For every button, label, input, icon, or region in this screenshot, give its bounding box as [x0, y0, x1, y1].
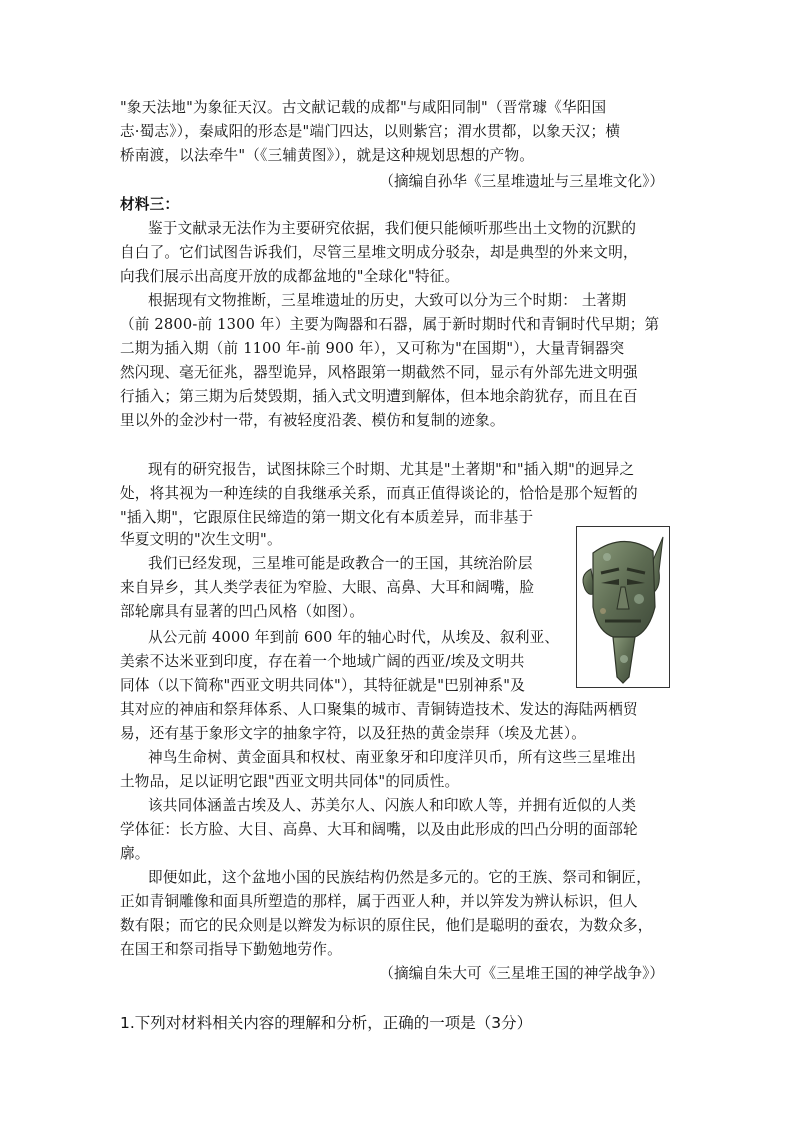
- para-8-line-1: 即便如此，这个盆地小国的民族结构仍然是多元的。它的王族、祭司和铜匠，: [148, 869, 651, 886]
- bronze-mask-icon: [577, 527, 669, 687]
- para-5-line-1: 从公元前 4000 年到前 600 年的轴心时代，从埃及、叙利亚、: [148, 629, 560, 646]
- intro-line-3: 桥南渡，以法牵牛"（《三辅黄图》），就是这种规划思想的产物。: [120, 147, 535, 164]
- para-3-line-1: 现有的研究报告，试图抹除三个时期、尤其是"土著期"和"插入期"的迥异之: [148, 461, 635, 478]
- source-citation-1: （摘编自孙华《三星堆遗址与三星堆文化》）: [379, 173, 664, 190]
- para-5-line-3: 同体（以下简称"西亚文明共同体"），其特征就是"巴别神系"及: [120, 677, 525, 694]
- para-2-line-1: 根据现有文物推断，三星堆遗址的历史，大致可以分为三个时期： 土著期: [148, 292, 627, 309]
- bronze-mask-figure: [576, 526, 670, 688]
- para-3-line-2: 处，将其视为一种连续的自我继承关系，而真正值得谈论的，恰恰是那个短暂的: [120, 485, 638, 502]
- para-5-line-4: 其对应的神庙和祭拜体系、人口聚集的城市、青铜铸造技术、发达的海陆两栖贸: [120, 701, 638, 718]
- para-2-line-2: （前 2800-前 1300 年）主要为陶器和石器，属于新时期时代和青铜时代早期；第: [120, 316, 660, 333]
- para-4-line-2: 来自异乡，其人类学表征为窄脸、大眼、高鼻、大耳和阔嘴，脸: [120, 579, 535, 596]
- para-8-line-3: 数有限；而它的民众则是以辫发为标识的原住民，他们是聪明的蚕农，为数众多，: [120, 917, 653, 934]
- para-8-line-2: 正如青铜雕像和面具所塑造的那样，属于西亚人种，并以笄发为辨认标识，但人: [120, 893, 638, 910]
- para-6-line-2: 土物品，足以证明它跟"西亚文明共同体"的同质性。: [120, 773, 460, 790]
- para-2-line-5: 行插入；第三期为后焚毁期，插入式文明遭到解体，但本地余韵犹存，而且在百: [120, 388, 638, 405]
- para-5-line-2: 美索不达米亚到印度，存在着一个地域广阔的西亚/埃及文明共: [120, 653, 525, 670]
- para-5-line-5: 易，还有基于象形文字的抽象字符，以及狂热的黄金崇拜（埃及尤甚）。: [120, 725, 587, 742]
- para-4-line-3: 部轮廓具有显著的凹凸风格（如图）。: [120, 603, 365, 620]
- para-6-line-1: 神鸟生命树、黄金面具和权杖、南亚象牙和印度洋贝币，所有这些三星堆出: [148, 749, 637, 766]
- para-2-line-6: 里以外的金沙村一带，有被轻度沿袭、模仿和复制的迹象。: [120, 412, 505, 429]
- para-2-line-3: 二期为插入期（前 1100 年-前 900 年），又可称为"在国期"），大量青铜器突: [120, 340, 625, 357]
- para-8-line-4: 在国王和祭司指导下勤勉地劳作。: [120, 941, 342, 958]
- para-1-line-2: 自白了。它们试图告诉我们，尽管三星堆文明成分驳杂，却是典型的外来文明，: [120, 244, 638, 261]
- question-1: 1.下列对材料相关内容的理解和分析，正确的一项是（3分）: [120, 1014, 533, 1032]
- material-3-heading: 材料三：: [120, 196, 180, 213]
- para-7-line-2: 学体征：长方脸、大目、高鼻、大耳和阔嘴，以及由此形成的凹凸分明的面部轮: [120, 821, 638, 838]
- para-7-line-3: 廓。: [120, 845, 150, 862]
- para-7-line-1: 该共同体涵盖古埃及人、苏美尔人、闪族人和印欧人等，并拥有近似的人类: [148, 797, 637, 814]
- para-3-line-4: 华夏文明的"次生文明"。: [120, 531, 282, 548]
- para-4-line-1: 我们已经发现，三星堆可能是政教合一的王国，其统治阶层: [148, 555, 533, 572]
- intro-line-2: 志·蜀志》），秦咸阳的形态是"端门四达，以则紫宫；渭水贯都，以象天汉；横: [120, 123, 621, 140]
- intro-line-1: "象天法地"为象征天汉。古文献记载的成都"与咸阳同制"（晋常璩《华阳国: [120, 99, 607, 116]
- para-1-line-3: 向我们展示出高度开放的成都盆地的"全球化"特征。: [120, 268, 460, 285]
- para-1-line-1: 鉴于文献录无法作为主要研究依据，我们便只能倾听那些出土文物的沉默的: [148, 220, 637, 237]
- para-3-line-3: "插入期"，它跟原住民缔造的第一期文化有本质差异，而非基于: [120, 509, 534, 526]
- para-2-line-4: 然闪现、毫无征兆，器型诡异，风格跟第一期截然不同，显示有外部先进文明强: [120, 364, 638, 381]
- source-citation-2: （摘编自朱大可《三星堆王国的神学战争》）: [379, 965, 664, 982]
